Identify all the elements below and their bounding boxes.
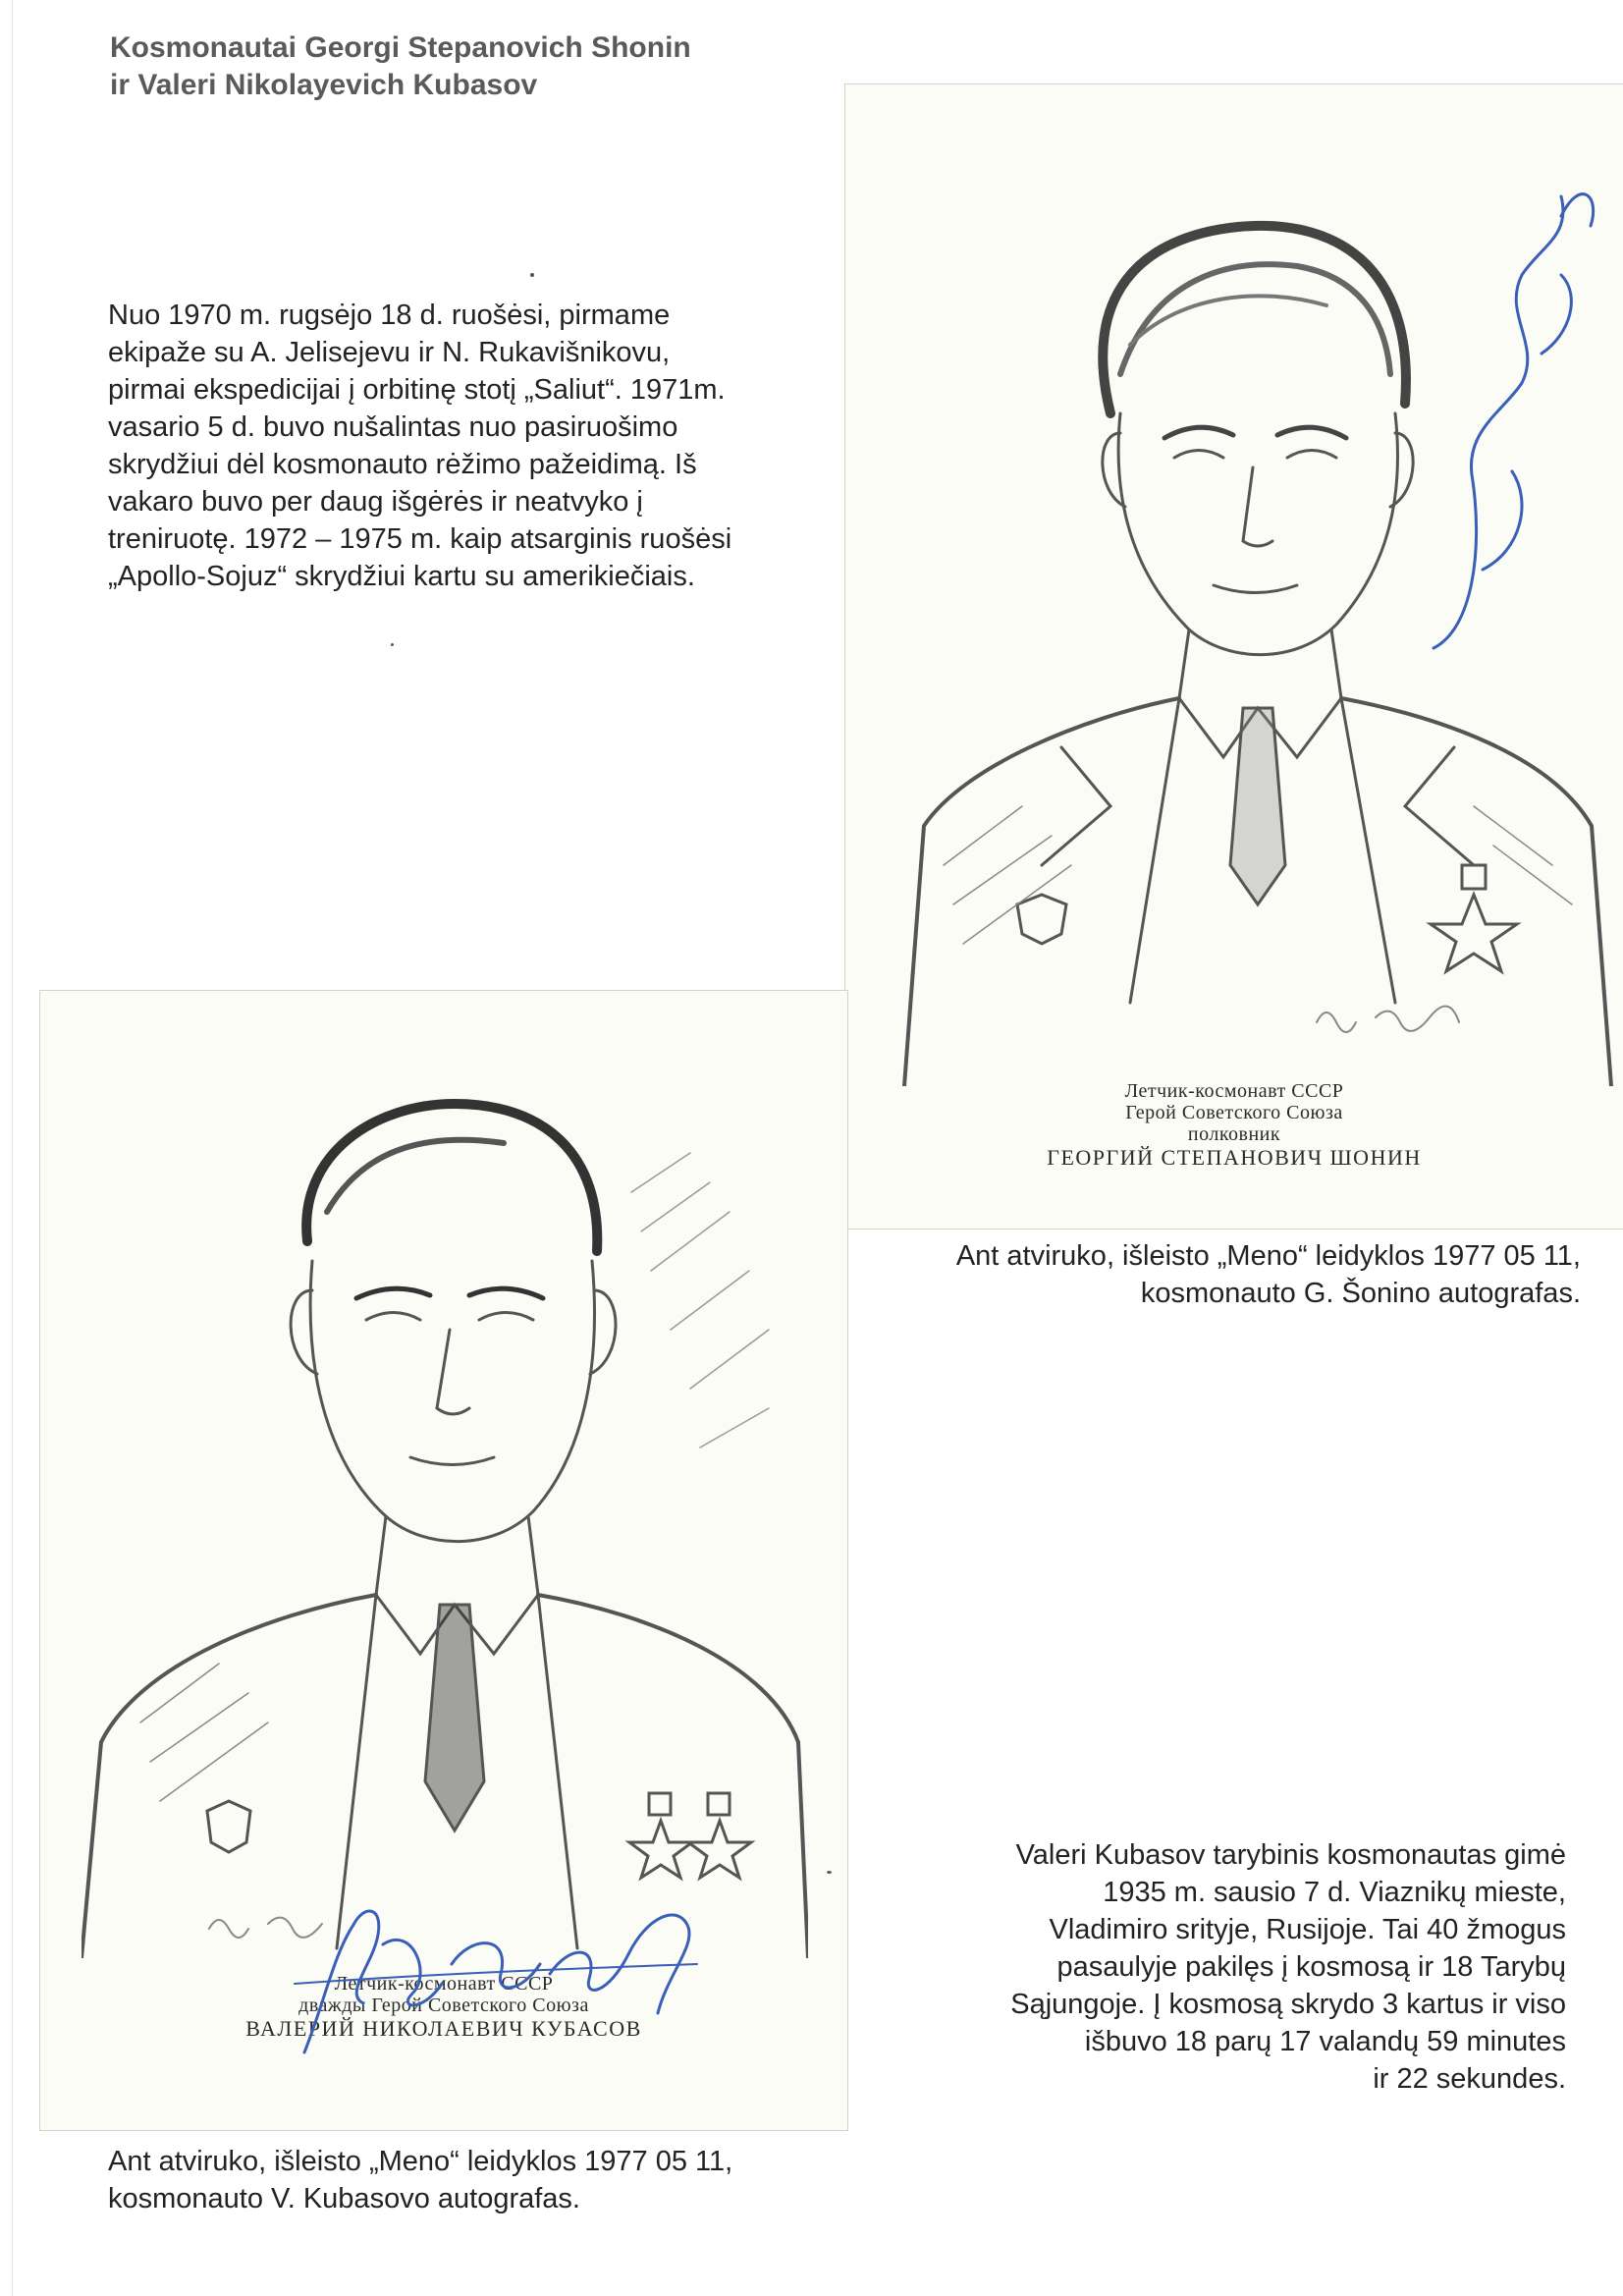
card-caption-shonin xyxy=(845,1080,1623,1171)
card-caption-line: Летчик-космонавт СССР xyxy=(334,1973,554,1995)
bio-line: Valeri Kubasov tarybinis kosmonautas gimė xyxy=(1015,1839,1566,1871)
signature-kubasov xyxy=(285,1886,707,2057)
card-caption-line: Герой Советского Союза xyxy=(1125,1102,1343,1123)
speck-mark xyxy=(827,1871,832,1874)
caption-shonin xyxy=(856,1237,1581,1312)
intro-line: treniruotę. 1972 – 1975 m. kaip atsarginis ruošėsi xyxy=(108,523,732,555)
speck-mark xyxy=(530,273,534,277)
signature-shonin xyxy=(1414,157,1610,668)
bio-line: Sąjungoje. Į kosmosą skrydo 3 kartus ir viso xyxy=(1010,1989,1566,2020)
intro-line: vakaro buvo per daug išgėrės ir neatvyko į xyxy=(108,486,643,518)
speck-mark xyxy=(391,643,394,646)
intro-line: Nuo 1970 m. rugsėjo 18 d. ruošėsi, pirmame xyxy=(108,300,671,331)
caption-line: Ant atviruko, išleisto „Meno“ leidyklos 1977 05 11, xyxy=(955,1240,1581,1272)
bio-paragraph xyxy=(1010,1836,1566,2098)
bio-line: 1935 m. sausio 7 d. Viaznikų mieste, xyxy=(1103,1877,1566,1908)
card-caption-line: полковник xyxy=(1187,1123,1281,1145)
card-caption-name: ГЕОРГИЙ СТЕПАНОВИЧ ШОНИН xyxy=(1047,1145,1422,1170)
title-line-2: ir Valeri Nikolayevich Kubasov xyxy=(110,69,538,101)
caption-line: kosmonauto G. Šonino autografas. xyxy=(1140,1278,1581,1309)
page-title xyxy=(110,29,691,104)
intro-line: ekipaže su A. Jelisejevu ir N. Rukavišnikovu, xyxy=(108,337,671,368)
card-caption-line: Летчик-космонавт СССР xyxy=(1124,1080,1344,1102)
caption-line: kosmonauto V. Kubasovo autografas. xyxy=(108,2183,580,2214)
intro-line: skrydžiui dėl kosmonauto rėžimo pažeidimą. Iš xyxy=(108,449,697,480)
portrait-kubasov-sketch xyxy=(81,1035,808,1958)
bio-line: išbuvo 18 parų 17 valandų 59 minutes xyxy=(1084,2026,1566,2057)
intro-line: vasario 5 d. buvo nušalintas nuo pasiruošimo xyxy=(108,411,678,443)
title-line-1: Kosmonautai Georgi Stepanovich Shonin xyxy=(110,31,691,64)
bio-line: ir 22 sekundes. xyxy=(1373,2063,1566,2095)
intro-line: pirmai ekspedicijai į orbitinę stotį „Saliut“. 1971m. xyxy=(108,374,726,406)
intro-paragraph xyxy=(108,297,731,595)
bio-line: pasaulyje pakilęs į kosmosą ir 18 Tarybų xyxy=(1056,1951,1566,1983)
card-caption-line: дважды Герой Советского Союза xyxy=(298,1995,589,2016)
bio-line: Vladimiro srityje, Rusijoje. Tai 40 žmogus xyxy=(1049,1914,1566,1945)
caption-line: Ant atviruko, išleisto „Meno“ leidyklos 1977 05 11, xyxy=(108,2146,733,2177)
intro-line: „Apollo-Sojuz“ skrydžiui kartu su amerikiečiais. xyxy=(108,561,695,592)
page-margin-rule xyxy=(12,0,13,2296)
caption-kubasov xyxy=(108,2143,732,2217)
card-caption-name: ВАЛЕРИЙ НИКОЛАЕВИЧ КУБАСОВ xyxy=(245,2016,642,2041)
